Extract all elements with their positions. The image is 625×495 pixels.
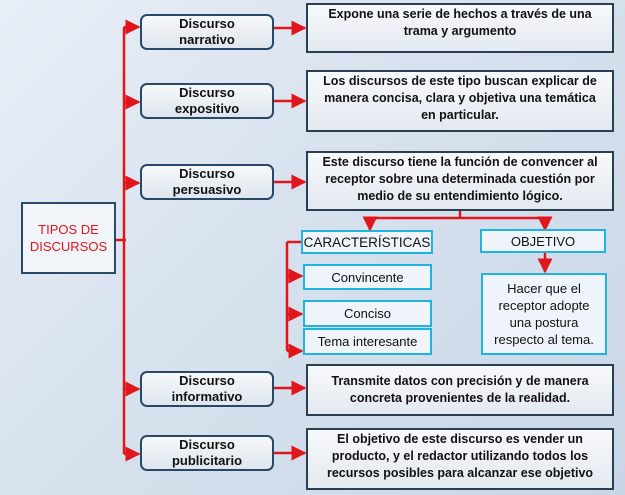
type-node-narrativo [140, 14, 274, 50]
characteristics-heading: CARACTERÍSTICAS [301, 230, 433, 254]
objective-line: respecto al tema. [494, 332, 594, 347]
characteristic-convincente: Convincente [303, 264, 432, 290]
root-label-line1: TIPOS DE [38, 222, 99, 237]
type-subtitle: informativo [171, 389, 243, 404]
objective-heading: OBJETIVO [480, 229, 606, 253]
description-line: recursos posibles para alcanzar ese objetivo [326, 466, 594, 480]
description-line: Los discursos de este tipo buscan explicar de [323, 74, 597, 88]
characteristic-tema-interesante: Tema interesante [303, 328, 432, 355]
root-node [21, 202, 116, 274]
type-title: Discurso [179, 437, 235, 452]
description-line: trama y argumento [403, 24, 517, 38]
type-node-publicitario [140, 435, 274, 471]
description-expositivo [306, 70, 614, 132]
description-line: Expone una serie de hechos a través de una [328, 7, 592, 21]
type-subtitle: publicitario [171, 453, 243, 468]
description-line: en particular. [421, 108, 499, 122]
root-label-line2: DISCURSOS [29, 239, 108, 254]
objective-line: Hacer que el [507, 281, 581, 296]
objective-line: una postura [509, 315, 579, 330]
type-subtitle: narrativo [179, 32, 235, 47]
description-publicitario [306, 428, 614, 490]
type-subtitle: expositivo [174, 101, 240, 116]
description-line: Este discurso tiene la función de convencer al [322, 155, 598, 169]
type-title: Discurso [179, 166, 235, 181]
type-title: Discurso [179, 16, 235, 31]
characteristic-conciso: Conciso [303, 300, 432, 327]
description-line: Transmite datos con precisión y de manera [331, 374, 589, 388]
description-line: manera concisa, clara y objetiva una temática [324, 91, 596, 105]
type-node-expositivo [140, 83, 274, 119]
description-informativo [306, 364, 614, 416]
description-line: producto, y el redactor utilizando todos los [331, 449, 589, 463]
description-persuasivo [306, 151, 614, 211]
type-subtitle: persuasivo [172, 182, 242, 197]
type-title: Discurso [179, 373, 235, 388]
description-line: receptor sobre una determinada cuestión por [325, 172, 595, 186]
type-node-persuasivo [140, 164, 274, 200]
description-line: concreta provenientes de la realidad. [349, 391, 571, 405]
type-node-informativo [140, 371, 274, 407]
type-title: Discurso [179, 85, 235, 100]
objective-line: receptor adopte [498, 298, 590, 313]
description-line: medio de su entendimiento lógico. [357, 189, 563, 203]
description-line: El objetivo de este discurso es vender un [337, 432, 583, 446]
description-narrativo [306, 3, 614, 53]
objective-text [481, 273, 607, 355]
